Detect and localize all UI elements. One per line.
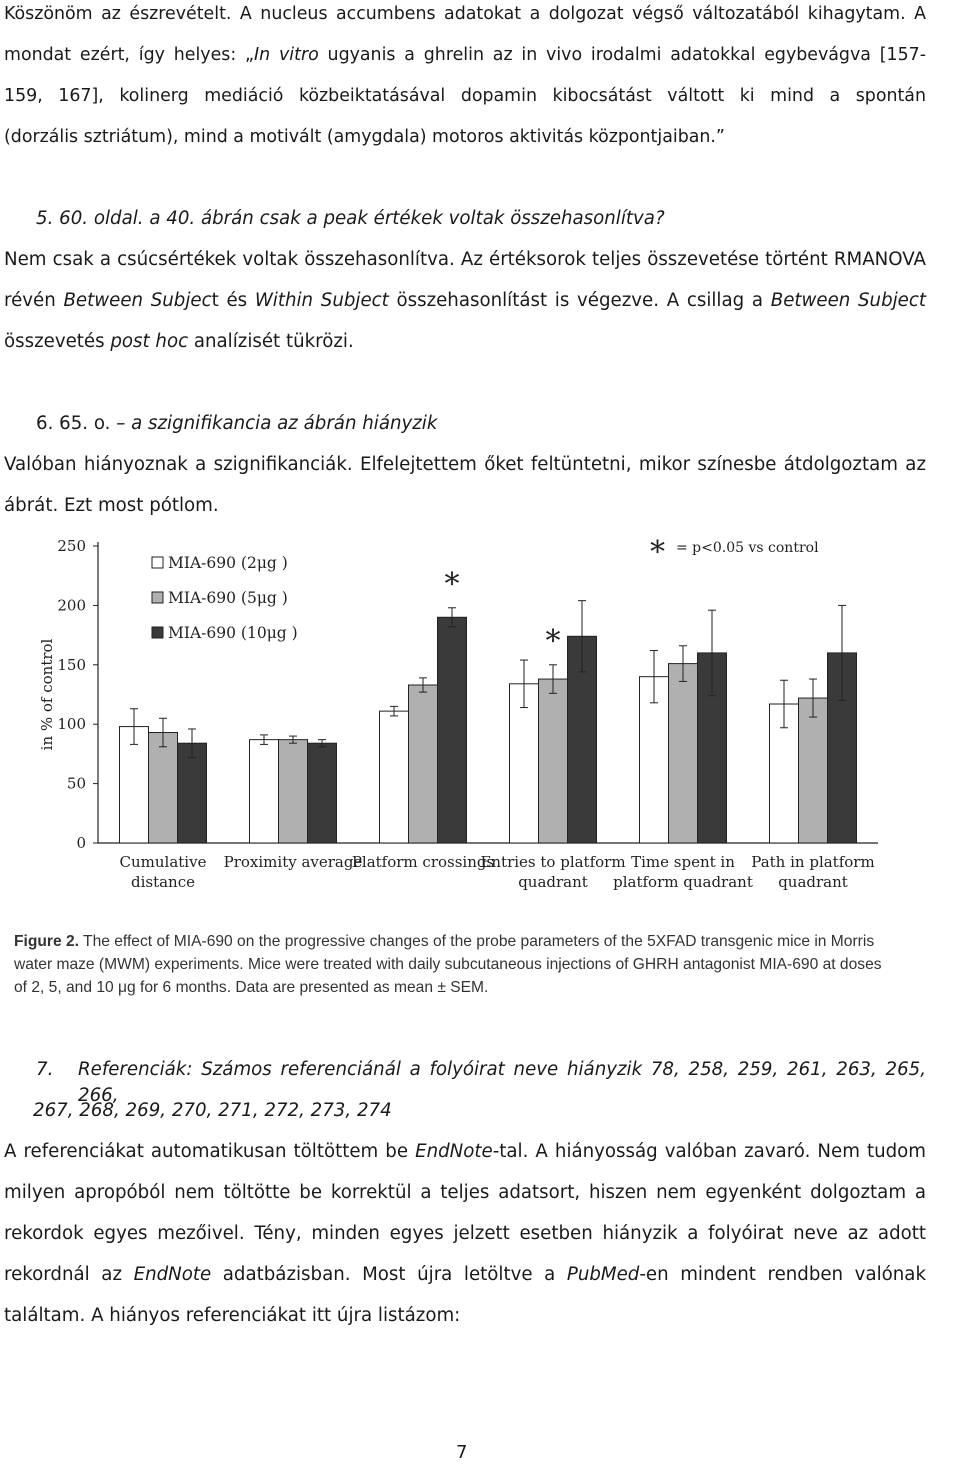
bar: [799, 698, 828, 843]
text: (dorzális sztriátum), mind a motivált (amygdala) motoros aktivitás központjaiban.”: [4, 127, 725, 147]
bar-chart: [0, 528, 960, 898]
text: 159, 167], kolinerg mediáció közbeiktatásával dopamin kibocsátást váltott ki mind a spontán: [4, 86, 926, 106]
bar: [250, 740, 279, 843]
paragraph-line: [4, 42, 926, 68]
bar: [539, 679, 568, 843]
bar: [149, 733, 178, 843]
caption-label: Figure 2.: [14, 933, 79, 950]
x-tick-label: distance: [130, 873, 196, 891]
section-5-heading: 5. 60. oldal. a 40. ábrán csak a peak értékek voltak összehasonlítva?: [36, 208, 665, 229]
text: -en mindent rendben valónak: [639, 1264, 926, 1285]
x-tick-label: Path in platform: [751, 853, 875, 871]
paragraph-line: [4, 1262, 926, 1288]
y-tick-label: 100: [57, 715, 86, 734]
text: analízisét tükrözi.: [188, 331, 354, 352]
bar: [438, 617, 467, 843]
y-tick-label: 150: [57, 655, 86, 674]
text-italic: In vitro: [254, 45, 319, 65]
note-star: *: [650, 535, 665, 570]
section-6-heading: [36, 411, 437, 437]
figure-caption: [14, 930, 958, 999]
legend-swatch: [152, 557, 163, 568]
y-axis-label: in % of control: [38, 638, 56, 751]
text: adatbázisban. Most újra letöltve a: [211, 1264, 567, 1285]
paragraph-line: [4, 1180, 926, 1206]
text: ugyanis a ghrelin az in vivo irodalmi adatokkal egybevágva [157-: [318, 45, 926, 65]
text: t és: [211, 290, 255, 311]
text: Valóban hiányoznak a szignifikanciák. Elfelejtettem őket feltüntetni, mikor színesbe átdolgoztam az: [4, 454, 926, 475]
paragraph-line: [4, 247, 926, 273]
paragraph-line: [4, 288, 926, 314]
page-number: 7: [456, 1442, 468, 1463]
x-tick-label: Proximity average: [223, 853, 363, 871]
caption-line: [14, 930, 958, 953]
text: 6. 65. o.: [36, 413, 117, 434]
text: összehasonlítást is végezve. A csillag a: [388, 290, 771, 311]
paragraph-line: [4, 1139, 926, 1165]
text: The effect of MIA-690 on the progressive changes of the probe parameters of the 5XFAD transgenic mice in Morris: [79, 933, 875, 950]
paragraph-line: [4, 1, 926, 27]
text-italic: EndNote: [415, 1141, 493, 1162]
bar: [308, 743, 337, 843]
paragraph-line: [4, 83, 926, 109]
caption-line: of 2, 5, and 10 μg for 6 months. Data are presented as mean ± SEM.: [14, 979, 489, 996]
text-italic: post hoc: [110, 331, 189, 352]
x-tick-label: quadrant: [778, 873, 848, 891]
text-italic: Between Subject: [770, 290, 926, 311]
x-tick-label: Time spent in: [631, 853, 735, 871]
x-tick-label: quadrant: [518, 873, 588, 891]
legend-label: MIA-690 (2μg ): [168, 554, 288, 572]
text: rekordok egyes mezőivel. Tény, minden egyes jelzett esetben hiányzik a folyóirat neve az adott: [4, 1223, 926, 1244]
paragraph-line: [4, 124, 725, 150]
text: A referenciákat automatikusan töltöttem be: [4, 1141, 416, 1162]
text-italic: Within Subject: [254, 290, 389, 311]
bar: [178, 743, 207, 843]
text-italic: Between Subjec: [63, 290, 212, 311]
text: Nem csak a csúcsértékek voltak összehasonlítva. Az értéksorok teljes összevetése történt RMANOVA: [4, 249, 926, 270]
text-italic: EndNote: [133, 1264, 212, 1285]
bar: [669, 664, 698, 843]
significance-star: *: [545, 623, 561, 659]
text: összevetés: [4, 331, 111, 352]
text: Köszönöm az észrevételt. A nucleus accumbens adatokat a dolgozat végső változatából kihagytam. A: [4, 4, 926, 24]
text: milyen apropóból nem töltötte be korrektül a teljes adatsort, hiszen nem egyenként dolgoztam a: [4, 1182, 926, 1203]
text: révén: [4, 290, 64, 311]
y-tick-label: 250: [57, 537, 86, 555]
paragraph-line: [4, 1303, 460, 1329]
section-7-number: 7.: [36, 1059, 54, 1080]
section-7-heading-cont: 267, 268, 269, 270, 271, 272, 273, 274: [33, 1100, 392, 1121]
y-tick-label: 200: [57, 596, 86, 615]
legend-label: MIA-690 (5μg ): [168, 589, 288, 607]
x-tick-label: Cumulative: [119, 853, 207, 871]
note-text: = p<0.05 vs control: [676, 540, 819, 556]
legend-swatch: [152, 592, 163, 603]
legend-swatch: [152, 627, 163, 638]
section-7-heading: Referenciák: Számos referenciánál a folyóirat neve hiányzik 78, 258, 259, 261, 263, 265, 266,: [78, 1059, 926, 1106]
bar: [279, 740, 308, 843]
text: -tal. A hiányosság valóban zavaró. Nem tudom: [492, 1141, 926, 1162]
legend-label: MIA-690 (10μg ): [168, 624, 298, 642]
caption-line: water maze (MWM) experiments. Mice were treated with daily subcutaneous injections of GHRH antagonist MIA-690 at doses: [14, 956, 882, 973]
paragraph-line: [4, 1221, 926, 1247]
y-tick-label: 0: [76, 834, 86, 852]
text: találtam. A hiányos referenciákat itt újra listázom:: [4, 1305, 461, 1326]
paragraph-line: [4, 329, 354, 355]
significance-star: *: [444, 566, 460, 602]
text: ábrát. Ezt most pótlom.: [4, 495, 219, 516]
paragraph-line: [4, 452, 926, 478]
x-tick-label: platform quadrant: [613, 873, 753, 891]
text: rekordnál az: [4, 1264, 134, 1285]
paragraph-line: [4, 493, 219, 519]
x-tick-label: Platform crossings: [351, 853, 495, 871]
bar: [380, 711, 409, 843]
x-tick-label: Entries to platform: [480, 853, 626, 871]
text: mondat ezért, így helyes: „: [4, 45, 255, 65]
bar: [409, 685, 438, 843]
y-tick-label: 50: [66, 774, 86, 793]
text-italic: PubMed: [566, 1264, 640, 1285]
text-italic: – a szignifikancia az ábrán hiányzik: [116, 413, 438, 434]
